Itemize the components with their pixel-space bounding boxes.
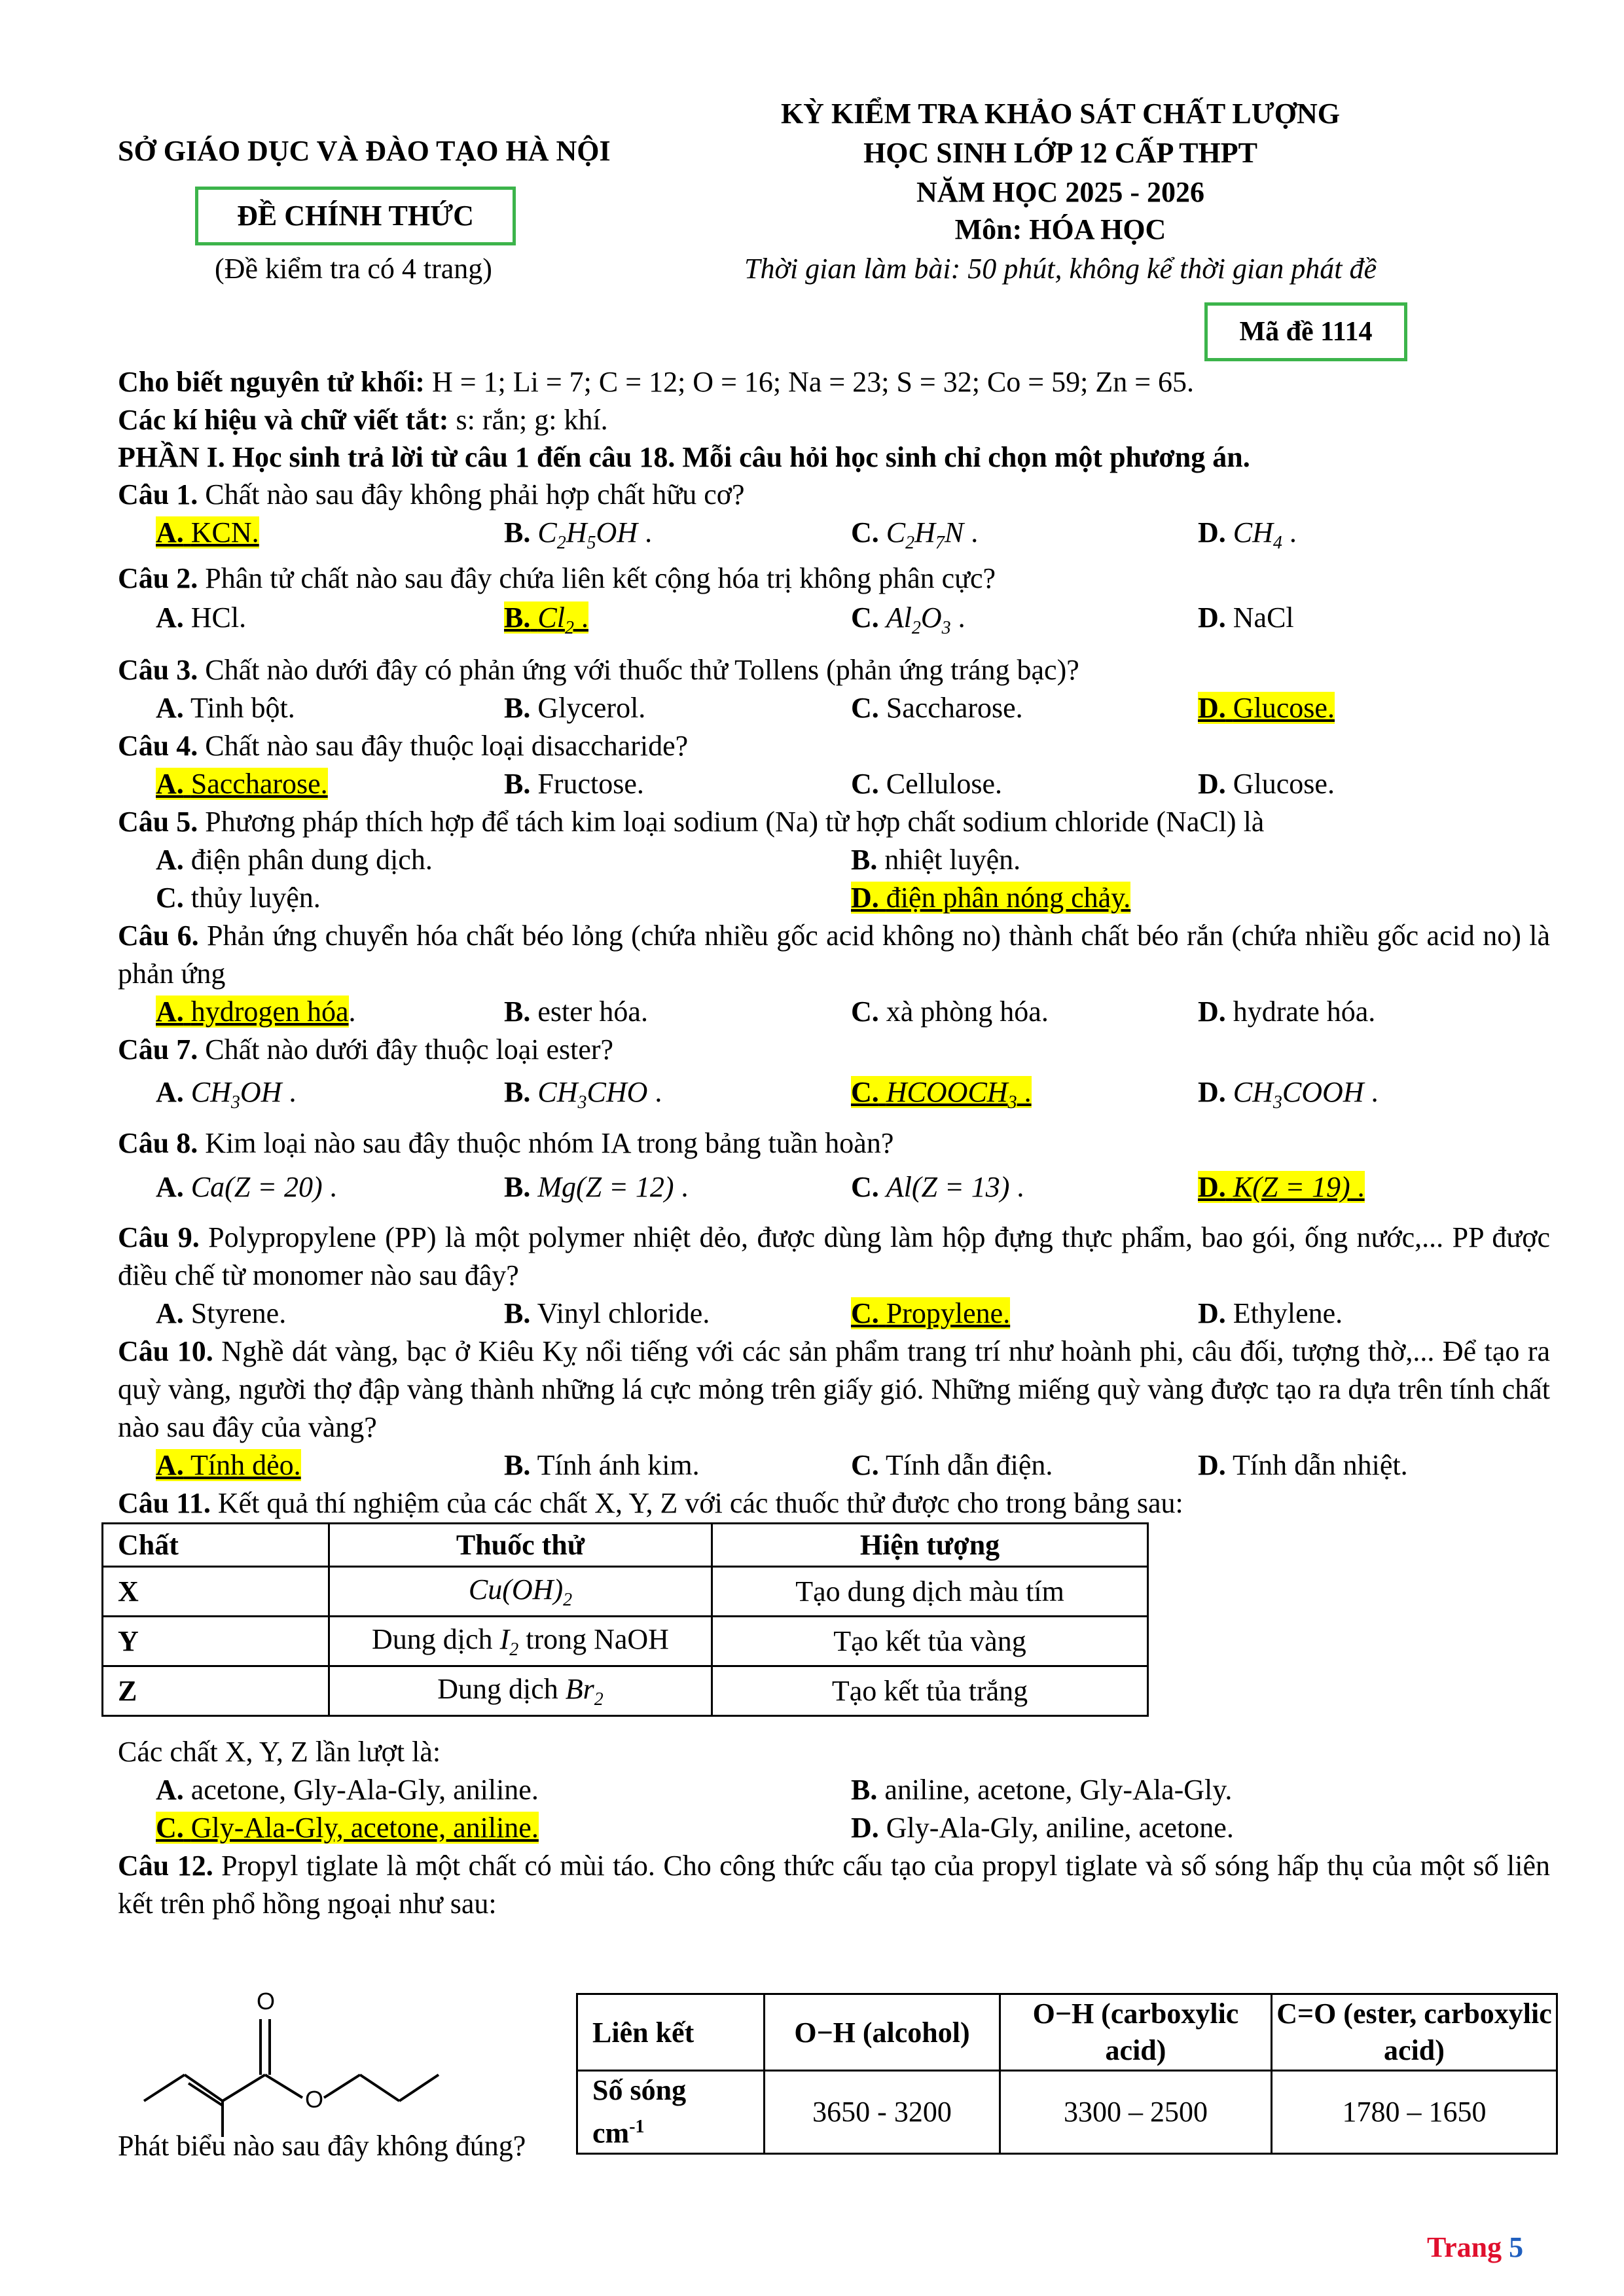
q4-option-a[interactable] <box>156 765 328 803</box>
q8-option-d[interactable]: D. K(Z = 19) . <box>1198 1171 1365 1203</box>
q10-option-c[interactable] <box>851 1446 1053 1484</box>
option-letter: A. <box>156 1171 184 1203</box>
q2-option-c[interactable]: C. $Al_2O_3$ . <box>851 601 965 638</box>
q4-option-d[interactable] <box>1198 765 1335 803</box>
option-text: Tính dẫn điện. <box>886 1449 1053 1481</box>
table-header-cell: Thuốc thử <box>329 1524 712 1567</box>
bond <box>399 2075 439 2101</box>
exam-code: Mã đề 1114 <box>1204 302 1407 361</box>
q9-text: Polypropylene (PP) là một polymer nhiệt dẻo, được dùng làm hộp đựng thực phẩm, bao gói, ống nước,... PP được điều chế từ monomer nào sau đây? <box>118 1221 1550 1291</box>
table-cell: Tạo dung dịch màu tím <box>712 1567 1148 1617</box>
table-cell: 3300 – 2500 <box>1000 2071 1272 2154</box>
option-letter: D. <box>1198 1297 1226 1329</box>
option-letter: B. <box>504 1297 531 1329</box>
q1-stem <box>118 476 745 514</box>
option-text: HCl. <box>190 601 247 634</box>
option-letter: A. <box>156 1774 184 1806</box>
table-cell: X <box>103 1567 329 1617</box>
table-cell: 1780 – 1650 <box>1272 2071 1557 2154</box>
q6-option-b[interactable] <box>504 993 648 1031</box>
q1-text: Chất nào sau đây không phải hợp chất hữu cơ? <box>198 478 745 511</box>
q8-option-a[interactable]: A. Ca(Z = 20) . <box>156 1171 337 1203</box>
option-text: Tính dẫn nhiệt. <box>1233 1449 1408 1481</box>
table-row <box>103 1666 1148 1716</box>
option-text: Glucose. <box>1233 692 1335 724</box>
q7-option-b[interactable]: B. $CH_3CHO$ . <box>504 1076 662 1113</box>
q4-stem <box>118 727 688 765</box>
page-number <box>1427 2229 1523 2267</box>
option-text: Ethylene. <box>1233 1297 1343 1329</box>
option-letter: C. <box>156 1812 184 1844</box>
q1-option-c[interactable]: C. $C_2H_7N$ . <box>851 516 979 553</box>
pages-note: (Đề kiểm tra có 4 trang) <box>215 253 492 285</box>
table-header-cell: Chất <box>103 1524 329 1567</box>
q3-text: Chất nào dưới đây có phản ứng với thuốc thử Tollens (phản ứng tráng bạc)? <box>198 654 1079 686</box>
option-text: Propylene. <box>886 1297 1011 1329</box>
official-label: ĐỀ CHÍNH THỨC <box>195 187 516 245</box>
symbols-note <box>118 401 608 439</box>
option-text: NaCl <box>1233 601 1294 634</box>
q3-stem <box>118 651 1079 689</box>
option-letter: A. <box>156 1449 184 1481</box>
q7-option-d[interactable]: D. $CH_3COOH$ . <box>1198 1076 1379 1113</box>
option-letter: D. <box>1198 516 1226 548</box>
option-letter: C. <box>851 768 879 800</box>
option-text: nhiệt luyện. <box>884 844 1021 876</box>
q10-option-b[interactable] <box>504 1446 700 1484</box>
q11-label: Câu 11. <box>118 1487 211 1519</box>
q11-option-d[interactable] <box>851 1809 1234 1847</box>
q6-option-d[interactable] <box>1198 993 1375 1031</box>
q7-stem <box>118 1031 613 1069</box>
table-cell: Dung dịch $Br_2$ <box>329 1666 712 1716</box>
q12-stem <box>118 1847 1550 1923</box>
q11-text: Kết quả thí nghiệm của các chất X, Y, Z với các thuốc thử được cho trong bảng sau: <box>210 1487 1183 1519</box>
option-letter: B. <box>504 1171 531 1203</box>
q12-label: Câu 12. <box>118 1850 213 1882</box>
q10-label: Câu 10. <box>118 1335 213 1367</box>
q7-text: Chất nào dưới đây thuộc loại ester? <box>198 1033 614 1066</box>
q1-option-a[interactable] <box>156 514 259 552</box>
table-header-cell: O−H (alcohol) <box>765 1994 1000 2071</box>
q8-text: Kim loại nào sau đây thuộc nhóm IA trong bảng tuần hoàn? <box>198 1127 894 1159</box>
option-letter: C. <box>851 1076 879 1108</box>
option-text: Tinh bột. <box>190 692 295 724</box>
table-header-cell: Hiện tượng <box>712 1524 1148 1567</box>
q1-label: Câu 1. <box>118 478 198 511</box>
table-row <box>577 2071 1557 2154</box>
option-letter: B. <box>851 1774 878 1806</box>
table-header-row <box>103 1524 1148 1567</box>
option-letter: C. <box>851 601 879 634</box>
q12-text: Propyl tiglate là một chất có mùi táo. Cho công thức cấu tạo của propyl tiglate và số sóng hấp thụ của một số liên kết trên phổ hồng ngoại như sau: <box>118 1850 1550 1920</box>
q7-label: Câu 7. <box>118 1033 198 1066</box>
q5-option-d[interactable] <box>851 879 1130 917</box>
option-letter: A. <box>156 601 184 634</box>
q10-text: Nghề dát vàng, bạc ở Kiêu Kỵ nổi tiếng với các sản phẩm trang trí như hoành phi, câu đối, tượng thờ,... Để tạo ra quỳ vàng, người thợ đập vàng thành những lá cực mỏng trên giấy gió. Những miếng quỳ vàng được tạo ra dựa trên tính chất nào sau đây của vàng? <box>118 1335 1551 1443</box>
option-letter: D. <box>851 882 879 914</box>
option-text: Cellulose. <box>886 768 1002 800</box>
q4-option-b[interactable] <box>504 765 644 803</box>
q8-stem <box>118 1124 893 1162</box>
q2-text: Phân tử chất nào sau đây chứa liên kết cộng hóa trị không phân cực? <box>198 562 996 594</box>
q9-stem <box>118 1219 1550 1295</box>
option-letter: D. <box>1198 1076 1226 1108</box>
option-letter: B. <box>851 844 878 876</box>
atomic-values: H = 1; Li = 7; C = 12; O = 16; Na = 23; S = 32; Co = 59; Zn = 65. <box>424 366 1195 398</box>
option-text: hydrate hóa. <box>1233 996 1376 1028</box>
option-letter: B. <box>504 1076 531 1108</box>
q11-option-b[interactable] <box>851 1771 1232 1809</box>
table-cell: Tạo kết tủa trắng <box>712 1666 1148 1716</box>
table-cell: Tạo kết tủa vàng <box>712 1617 1148 1666</box>
q11-option-a[interactable] <box>156 1771 539 1809</box>
atom-label: O <box>257 1988 276 2015</box>
option-text: aniline, acetone, Gly-Ala-Gly. <box>884 1774 1233 1806</box>
option-text: Saccharose. <box>886 692 1023 724</box>
atom-label: O <box>305 2086 324 2113</box>
option-text: xà phòng hóa. <box>886 996 1049 1028</box>
option-letter: D. <box>1198 1171 1226 1203</box>
atomic-weights <box>118 363 1194 401</box>
q6-text: Phản ứng chuyển hóa chất béo lỏng (chứa nhiều gốc acid không no) thành chất béo rắn (chứa nhiều gốc acid no) là phản ứng <box>118 920 1551 990</box>
q9-label: Câu 9. <box>118 1221 200 1253</box>
q2-option-d[interactable] <box>1198 599 1294 637</box>
option-text: Glycerol. <box>537 692 646 724</box>
option-letter: C. <box>851 1449 879 1481</box>
option-text: acetone, Gly-Ala-Gly, aniline. <box>190 1774 539 1806</box>
table-header-cell: C=O (ester, carboxylic acid) <box>1272 1994 1557 2071</box>
option-text: KCN. <box>190 516 259 548</box>
option-text: Ca(Z = 20) <box>190 1171 323 1203</box>
option-letter: D. <box>1198 1449 1226 1481</box>
option-letter: C. <box>851 692 879 724</box>
exam-title-1: KỲ KIỂM TRA KHẢO SÁT CHẤT LƯỢNG <box>780 98 1341 130</box>
q3-option-d[interactable] <box>1198 689 1335 727</box>
q5-text: Phương pháp thích hợp để tách kim loại sodium (Na) từ hợp chất sodium chloride (NaCl) là <box>198 806 1265 838</box>
q6-stem <box>118 917 1550 993</box>
option-letter: C. <box>851 996 879 1028</box>
option-letter: D. <box>851 1812 879 1844</box>
ir-table <box>576 1993 1558 2155</box>
q11-table <box>101 1522 1149 1717</box>
q4-label: Câu 4. <box>118 730 198 762</box>
page-num: 5 <box>1509 2231 1524 2263</box>
option-text: Saccharose. <box>190 768 328 800</box>
q2-option-a[interactable] <box>156 599 246 637</box>
option-letter: B. <box>504 1449 531 1481</box>
option-text: K(Z = 19) <box>1233 1171 1350 1203</box>
option-text: Tính dẻo. <box>190 1449 301 1481</box>
q1-option-d[interactable]: D. $CH_4$ . <box>1198 516 1297 553</box>
table-header-row <box>577 1994 1557 2071</box>
q8-option-b[interactable]: B. Mg(Z = 12) . <box>504 1171 689 1203</box>
table-cell: Y <box>103 1617 329 1666</box>
q6-label: Câu 6. <box>118 920 199 952</box>
option-letter: A. <box>156 1297 184 1329</box>
option-text: điện phân nóng chảy. <box>886 882 1131 914</box>
option-text: Gly-Ala-Gly, acetone, aniline. <box>190 1812 539 1844</box>
option-letter: D. <box>1198 996 1226 1028</box>
q10-option-d[interactable] <box>1198 1446 1408 1484</box>
q11-option-c[interactable] <box>156 1809 539 1847</box>
q5-option-b[interactable] <box>851 841 1020 879</box>
bond <box>265 2075 302 2098</box>
q6-option-a[interactable]: A. hydrogen hóa. <box>156 996 356 1028</box>
q11-stem <box>118 1484 1183 1522</box>
exam-title-2: HỌC SINH LỚP 12 CẤP THPT <box>863 137 1257 169</box>
q2-label: Câu 2. <box>118 562 198 594</box>
symbols-label: Các kí hiệu và chữ viết tắt: <box>118 404 449 436</box>
option-text: Al(Z = 13) <box>886 1171 1010 1203</box>
q8-option-c[interactable]: C. Al(Z = 13) . <box>851 1171 1024 1203</box>
atomic-label: Cho biết nguyên tử khối: <box>118 366 425 398</box>
time-note: Thời gian làm bài: 50 phút, không kể thời gian phát đề <box>744 253 1377 285</box>
bond <box>185 2075 223 2101</box>
q6-option-c[interactable] <box>851 993 1049 1031</box>
q10-option-a[interactable] <box>156 1446 301 1484</box>
bond <box>144 2075 185 2101</box>
option-text: Fructose. <box>537 768 644 800</box>
part1-heading: PHẦN I. Học sinh trả lời từ câu 1 đến câu 18. Mỗi câu hỏi học sinh chỉ chọn một phương án. <box>118 441 1250 473</box>
table-row <box>103 1567 1148 1617</box>
q5-label: Câu 5. <box>118 806 198 838</box>
q9-option-d[interactable] <box>1198 1295 1343 1333</box>
option-letter: D. <box>1198 768 1226 800</box>
option-letter: D. <box>1198 601 1226 634</box>
option-letter: C. <box>851 1297 879 1329</box>
table-cell: Dung dịch $I_2$ trong NaOH <box>329 1617 712 1666</box>
q11-after-text: Các chất X, Y, Z lần lượt là: <box>118 1736 441 1768</box>
table-row <box>103 1617 1148 1666</box>
q9-option-a[interactable] <box>156 1295 286 1333</box>
option-letter: B. <box>504 996 531 1028</box>
table-cell: $Cu(OH)_2$ <box>329 1567 712 1617</box>
option-text: Mg(Z = 12) <box>537 1171 674 1203</box>
q7-option-a[interactable]: A. $CH_3OH$ . <box>156 1076 297 1113</box>
q8-label: Câu 8. <box>118 1127 198 1159</box>
option-letter: B. <box>504 516 531 548</box>
q10-stem <box>118 1333 1550 1446</box>
option-letter: A. <box>156 692 184 724</box>
option-text: ester hóa. <box>537 996 648 1028</box>
option-letter: A. <box>156 1076 184 1108</box>
option-letter: A. <box>156 516 184 548</box>
bond <box>360 2075 399 2101</box>
department-title: SỞ GIÁO DỤC VÀ ĐÀO TẠO HÀ NỘI <box>118 135 611 167</box>
school-year: NĂM HỌC 2025 - 2026 <box>916 176 1204 208</box>
q9-option-b[interactable] <box>504 1295 710 1333</box>
table-header-cell: O−H (carboxylic acid) <box>1000 1994 1272 2071</box>
option-letter: B. <box>504 768 531 800</box>
subject: Môn: HÓA HỌC <box>954 213 1166 245</box>
option-text: Tính ánh kim. <box>537 1449 700 1481</box>
option-letter: C. <box>851 1171 879 1203</box>
option-text: Glucose. <box>1233 768 1335 800</box>
option-letter: A. <box>156 844 184 876</box>
option-text: Styrene. <box>190 1297 287 1329</box>
bond <box>324 2075 360 2098</box>
q5-stem <box>118 803 1264 841</box>
bond <box>223 2075 265 2101</box>
table-cell: Số sóng $cm^{-1}$ <box>577 2071 765 2154</box>
option-text: thủy luyện. <box>190 882 321 914</box>
q2-option-b[interactable]: B. $Cl_2$ . <box>504 601 588 638</box>
propyl-tiglate-structure <box>131 1977 497 2140</box>
q2-stem <box>118 560 996 598</box>
q4-text: Chất nào sau đây thuộc loại disaccharide? <box>198 730 689 762</box>
option-letter: C. <box>851 516 879 548</box>
q7-option-c[interactable]: C. $HCOOCH_3$ . <box>851 1076 1032 1113</box>
page-word: Trang <box>1427 2231 1509 2263</box>
q9-option-c[interactable] <box>851 1295 1010 1333</box>
table-header-cell: Liên kết <box>577 1994 765 2071</box>
option-letter: B. <box>504 692 531 724</box>
q3-option-a[interactable] <box>156 689 295 727</box>
option-letter: C. <box>156 882 184 914</box>
option-letter: B. <box>504 601 531 634</box>
option-text: Vinyl chloride. <box>537 1297 710 1329</box>
option-letter: A. <box>156 996 184 1028</box>
option-letter: A. <box>156 768 184 800</box>
table-cell: Z <box>103 1666 329 1716</box>
option-text: Gly-Ala-Gly, aniline, acetone. <box>886 1812 1234 1844</box>
bond <box>189 2083 223 2106</box>
option-text: điện phân dung dịch. <box>190 844 433 876</box>
q5-option-a[interactable] <box>156 841 433 879</box>
table-cell: 3650 - 3200 <box>765 2071 1000 2154</box>
option-text: hydrogen hóa <box>190 996 349 1028</box>
q1-option-b[interactable]: B. $C_2H_5OH$ . <box>504 516 653 553</box>
q3-option-c[interactable] <box>851 689 1023 727</box>
q3-label: Câu 3. <box>118 654 198 686</box>
q4-option-c[interactable] <box>851 765 1002 803</box>
q5-option-c[interactable] <box>156 879 321 917</box>
symbols-values: s: rắn; g: khí. <box>448 404 608 436</box>
option-letter: D. <box>1198 692 1226 724</box>
q12-question: Phát biểu nào sau đây không đúng? <box>118 2130 526 2162</box>
q3-option-b[interactable] <box>504 689 645 727</box>
